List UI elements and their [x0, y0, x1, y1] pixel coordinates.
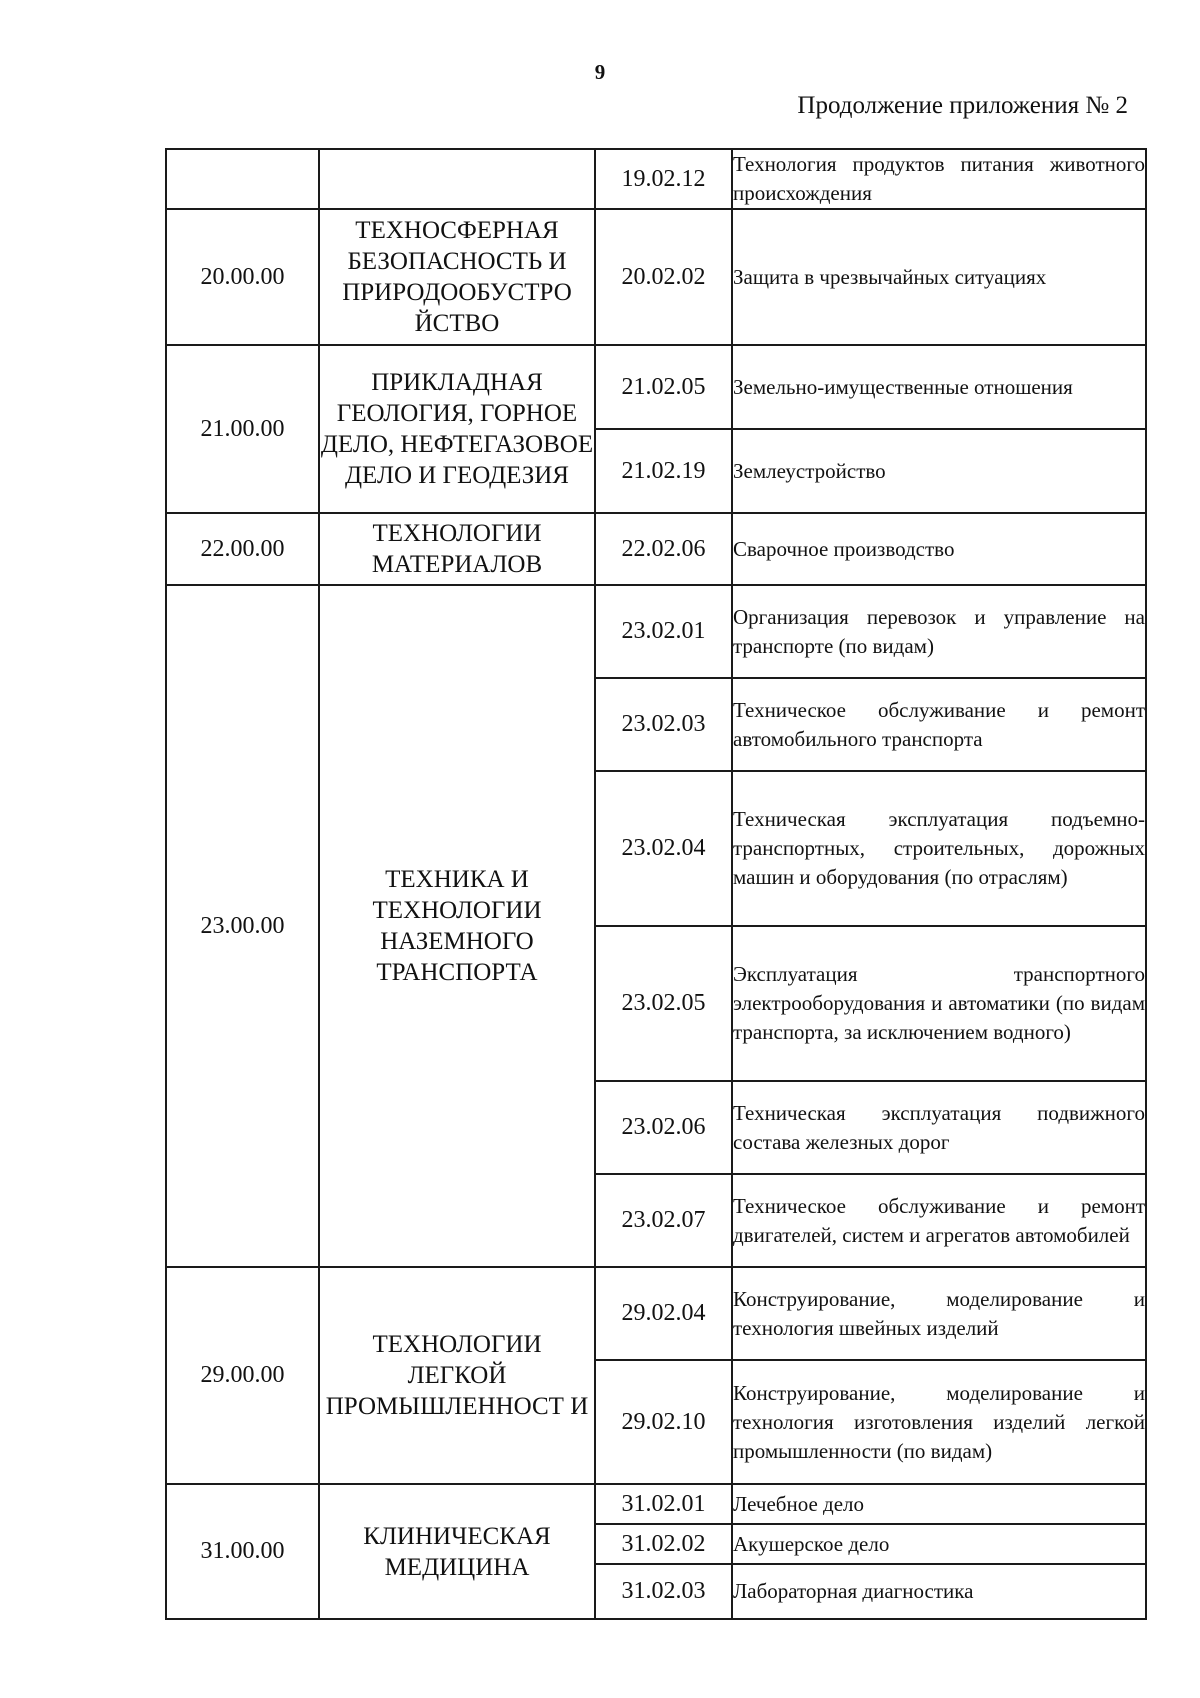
group-name-cell: КЛИНИЧЕСКАЯ МЕДИЦИНА — [319, 1484, 595, 1619]
group-name-cell: ТЕХНОСФЕРНАЯ БЕЗОПАСНОСТЬ И ПРИРОДООБУСТРО ЙСТВО — [319, 209, 595, 345]
specialties-table — [165, 148, 1147, 1620]
table-row — [166, 209, 1146, 345]
specialty-name-cell: Сварочное производство — [732, 513, 1146, 585]
specialty-code-cell: 23.02.03 — [595, 678, 732, 771]
specialty-code-cell: 23.02.04 — [595, 771, 732, 926]
specialty-name-cell: Техническое обслуживание и ремонт двигателей, систем и агрегатов автомобилей — [732, 1174, 1146, 1267]
group-name-cell: ТЕХНОЛОГИИ МАТЕРИАЛОВ — [319, 513, 595, 585]
specialty-code-cell: 23.02.06 — [595, 1081, 732, 1174]
group-name-cell: ТЕХНИКА И ТЕХНОЛОГИИ НАЗЕМНОГО ТРАНСПОРТА — [319, 585, 595, 1267]
table-row — [166, 513, 1146, 585]
specialty-name-cell: Защита в чрезвычайных ситуациях — [732, 209, 1146, 345]
table-row — [166, 345, 1146, 429]
specialty-code-cell: 31.02.02 — [595, 1524, 732, 1564]
appendix-continuation-heading: Продолжение приложения № 2 — [797, 92, 1128, 119]
specialty-code-cell: 22.02.06 — [595, 513, 732, 585]
specialty-name-cell: Организация перевозок и управление на транспорте (по видам) — [732, 585, 1146, 678]
specialty-name-cell: Акушерское дело — [732, 1524, 1146, 1564]
group-code-cell: 20.00.00 — [166, 209, 319, 345]
group-code-cell — [166, 149, 319, 209]
group-code-cell: 29.00.00 — [166, 1267, 319, 1484]
specialty-name-cell: Техническая эксплуатация подвижного состава железных дорог — [732, 1081, 1146, 1174]
specialty-name-cell: Техническая эксплуатация подъемно-транспортных, строительных, дорожных машин и оборудования (по отраслям) — [732, 771, 1146, 926]
specialty-name-cell: Эксплуатация транспортного электрооборудования и автоматики (по видам транспорта, за исключением водного) — [732, 926, 1146, 1081]
group-name-cell: ТЕХНОЛОГИИ ЛЕГКОЙ ПРОМЫШЛЕННОСТ И — [319, 1267, 595, 1484]
group-code-cell: 23.00.00 — [166, 585, 319, 1267]
specialty-name-cell: Техническое обслуживание и ремонт автомобильного транспорта — [732, 678, 1146, 771]
specialty-code-cell: 31.02.03 — [595, 1564, 732, 1619]
table-row — [166, 1267, 1146, 1360]
group-code-cell: 22.00.00 — [166, 513, 319, 585]
specialty-name-cell: Конструирование, моделирование и технология швейных изделий — [732, 1267, 1146, 1360]
specialty-code-cell: 29.02.10 — [595, 1360, 732, 1484]
specialty-code-cell: 21.02.05 — [595, 345, 732, 429]
page-number: 9 — [594, 60, 606, 84]
specialty-code-cell: 23.02.07 — [595, 1174, 732, 1267]
specialty-code-cell: 19.02.12 — [595, 149, 732, 209]
specialty-code-cell: 29.02.04 — [595, 1267, 732, 1360]
group-name-cell: ПРИКЛАДНАЯ ГЕОЛОГИЯ, ГОРНОЕ ДЕЛО, НЕФТЕГАЗОВОЕ ДЕЛО И ГЕОДЕЗИЯ — [319, 345, 595, 513]
specialty-name-cell: Технология продуктов питания животного происхождения — [732, 149, 1146, 209]
specialty-name-cell: Конструирование, моделирование и технология изготовления изделий легкой промышленности (по видам) — [732, 1360, 1146, 1484]
table-row — [166, 1484, 1146, 1524]
specialty-code-cell: 23.02.01 — [595, 585, 732, 678]
specialty-code-cell: 31.02.01 — [595, 1484, 732, 1524]
specialty-code-cell: 20.02.02 — [595, 209, 732, 345]
specialty-name-cell: Землеустройство — [732, 429, 1146, 513]
specialty-name-cell: Лабораторная диагностика — [732, 1564, 1146, 1619]
table-row — [166, 585, 1146, 678]
group-name-cell — [319, 149, 595, 209]
specialty-code-cell: 21.02.19 — [595, 429, 732, 513]
group-code-cell: 31.00.00 — [166, 1484, 319, 1619]
table-row — [166, 149, 1146, 209]
group-code-cell: 21.00.00 — [166, 345, 319, 513]
specialty-code-cell: 23.02.05 — [595, 926, 732, 1081]
specialty-name-cell: Земельно-имущественные отношения — [732, 345, 1146, 429]
specialty-name-cell: Лечебное дело — [732, 1484, 1146, 1524]
